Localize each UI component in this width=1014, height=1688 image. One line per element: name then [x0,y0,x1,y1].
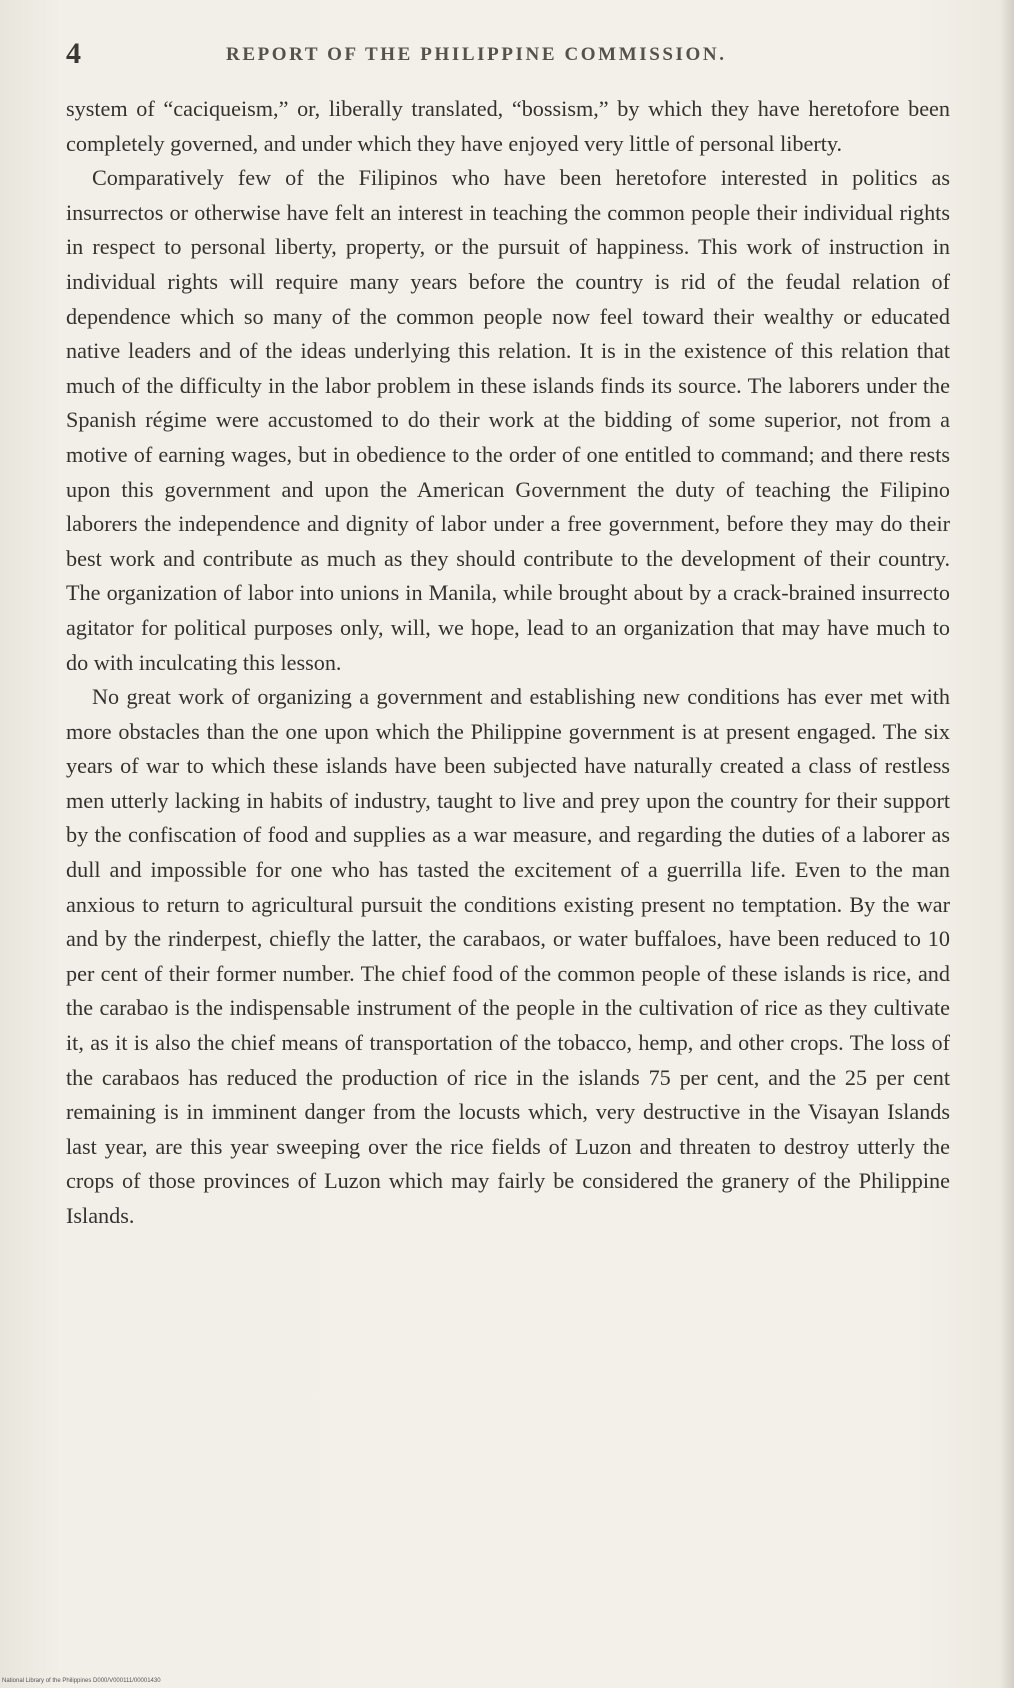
page-number: 4 [66,37,81,70]
page-edge-shadow [1000,0,1014,1688]
paragraph-labor: Comparatively few of the Filipinos who have been heretofore interested in politics as insurrectos or otherwise have felt an interest in teaching the common people their individual rights in respect to personal liberty, property, or the pursuit of happiness. This work of instruction in individual rights will require many years before the country is rid of the feudal relation of dependence which so many of the common people now feel toward their wealthy or educated native leaders and of the ideas underlying this relation. It is in the existence of this relation that much of the difficulty in the labor problem in these islands finds its source. The laborers under the Spanish régime were accustomed to do their work at the bidding of some superior, not from a motive of earning wages, but in obedience to the order of one entitled to command; and there rests upon this government and upon the American Government the duty of teaching the Filipino laborers the independence and dignity of labor under a free government, before they may do their best work and contribute as much as they should contribute to the development of their country. The organization of labor into unions in Manila, while brought about by a crack-brained insurrecto agitator for political purposes only, will, we hope, lead to an organization that may have much to do with inculcating this lesson. [66,165,950,675]
scan-footer: National Library of the Philippines D000/V000111/00001430 [2,1678,161,1684]
paragraph-continuation: system of “caciqueism,” or, liberally translated, “bossism,” by which they have heretofore been completely governed, and under which they have enjoyed very little of personal liberty. [66,96,950,156]
page-header [66,34,946,74]
paragraph-obstacles: No great work of organizing a government and establishing new conditions has ever met with more obstacles than the one upon which the Philippine government is at present engaged. The six years of war to which these islands have been subjected have naturally created a class of restless men utterly lacking in habits of industry, taught to live and prey upon the country for their support by the confiscation of food and supplies as a war measure, and regarding the duties of a laborer as dull and impossible for one who has tasted the excitement of a guerrilla life. Even to the man anxious to return to agricultural pursuit the conditions existing present no temptation. By the war and by the rinderpest, chiefly the latter, the carabaos, or water buffaloes, have been reduced to 10 per cent of their former number. The chief food of the common people of these islands is rice, and the carabao is the indispensable instrument of the people in the cultivation of rice as they cultivate it, as it is also the chief means of transportation of the tobacco, hemp, and other crops. The loss of the carabaos has reduced the production of rice in the islands 75 per cent, and the 25 per cent remaining is in imminent danger from the locusts which, very destructive in the Visayan Islands last year, are this year sweeping over the rice fields of Luzon and threaten to destroy utterly the crops of those provinces of Luzon which may fairly be considered the granery of the Philippine Islands. [66,684,950,1228]
body-text [66,92,950,1234]
running-head: REPORT OF THE PHILIPPINE COMMISSION. [226,44,727,65]
